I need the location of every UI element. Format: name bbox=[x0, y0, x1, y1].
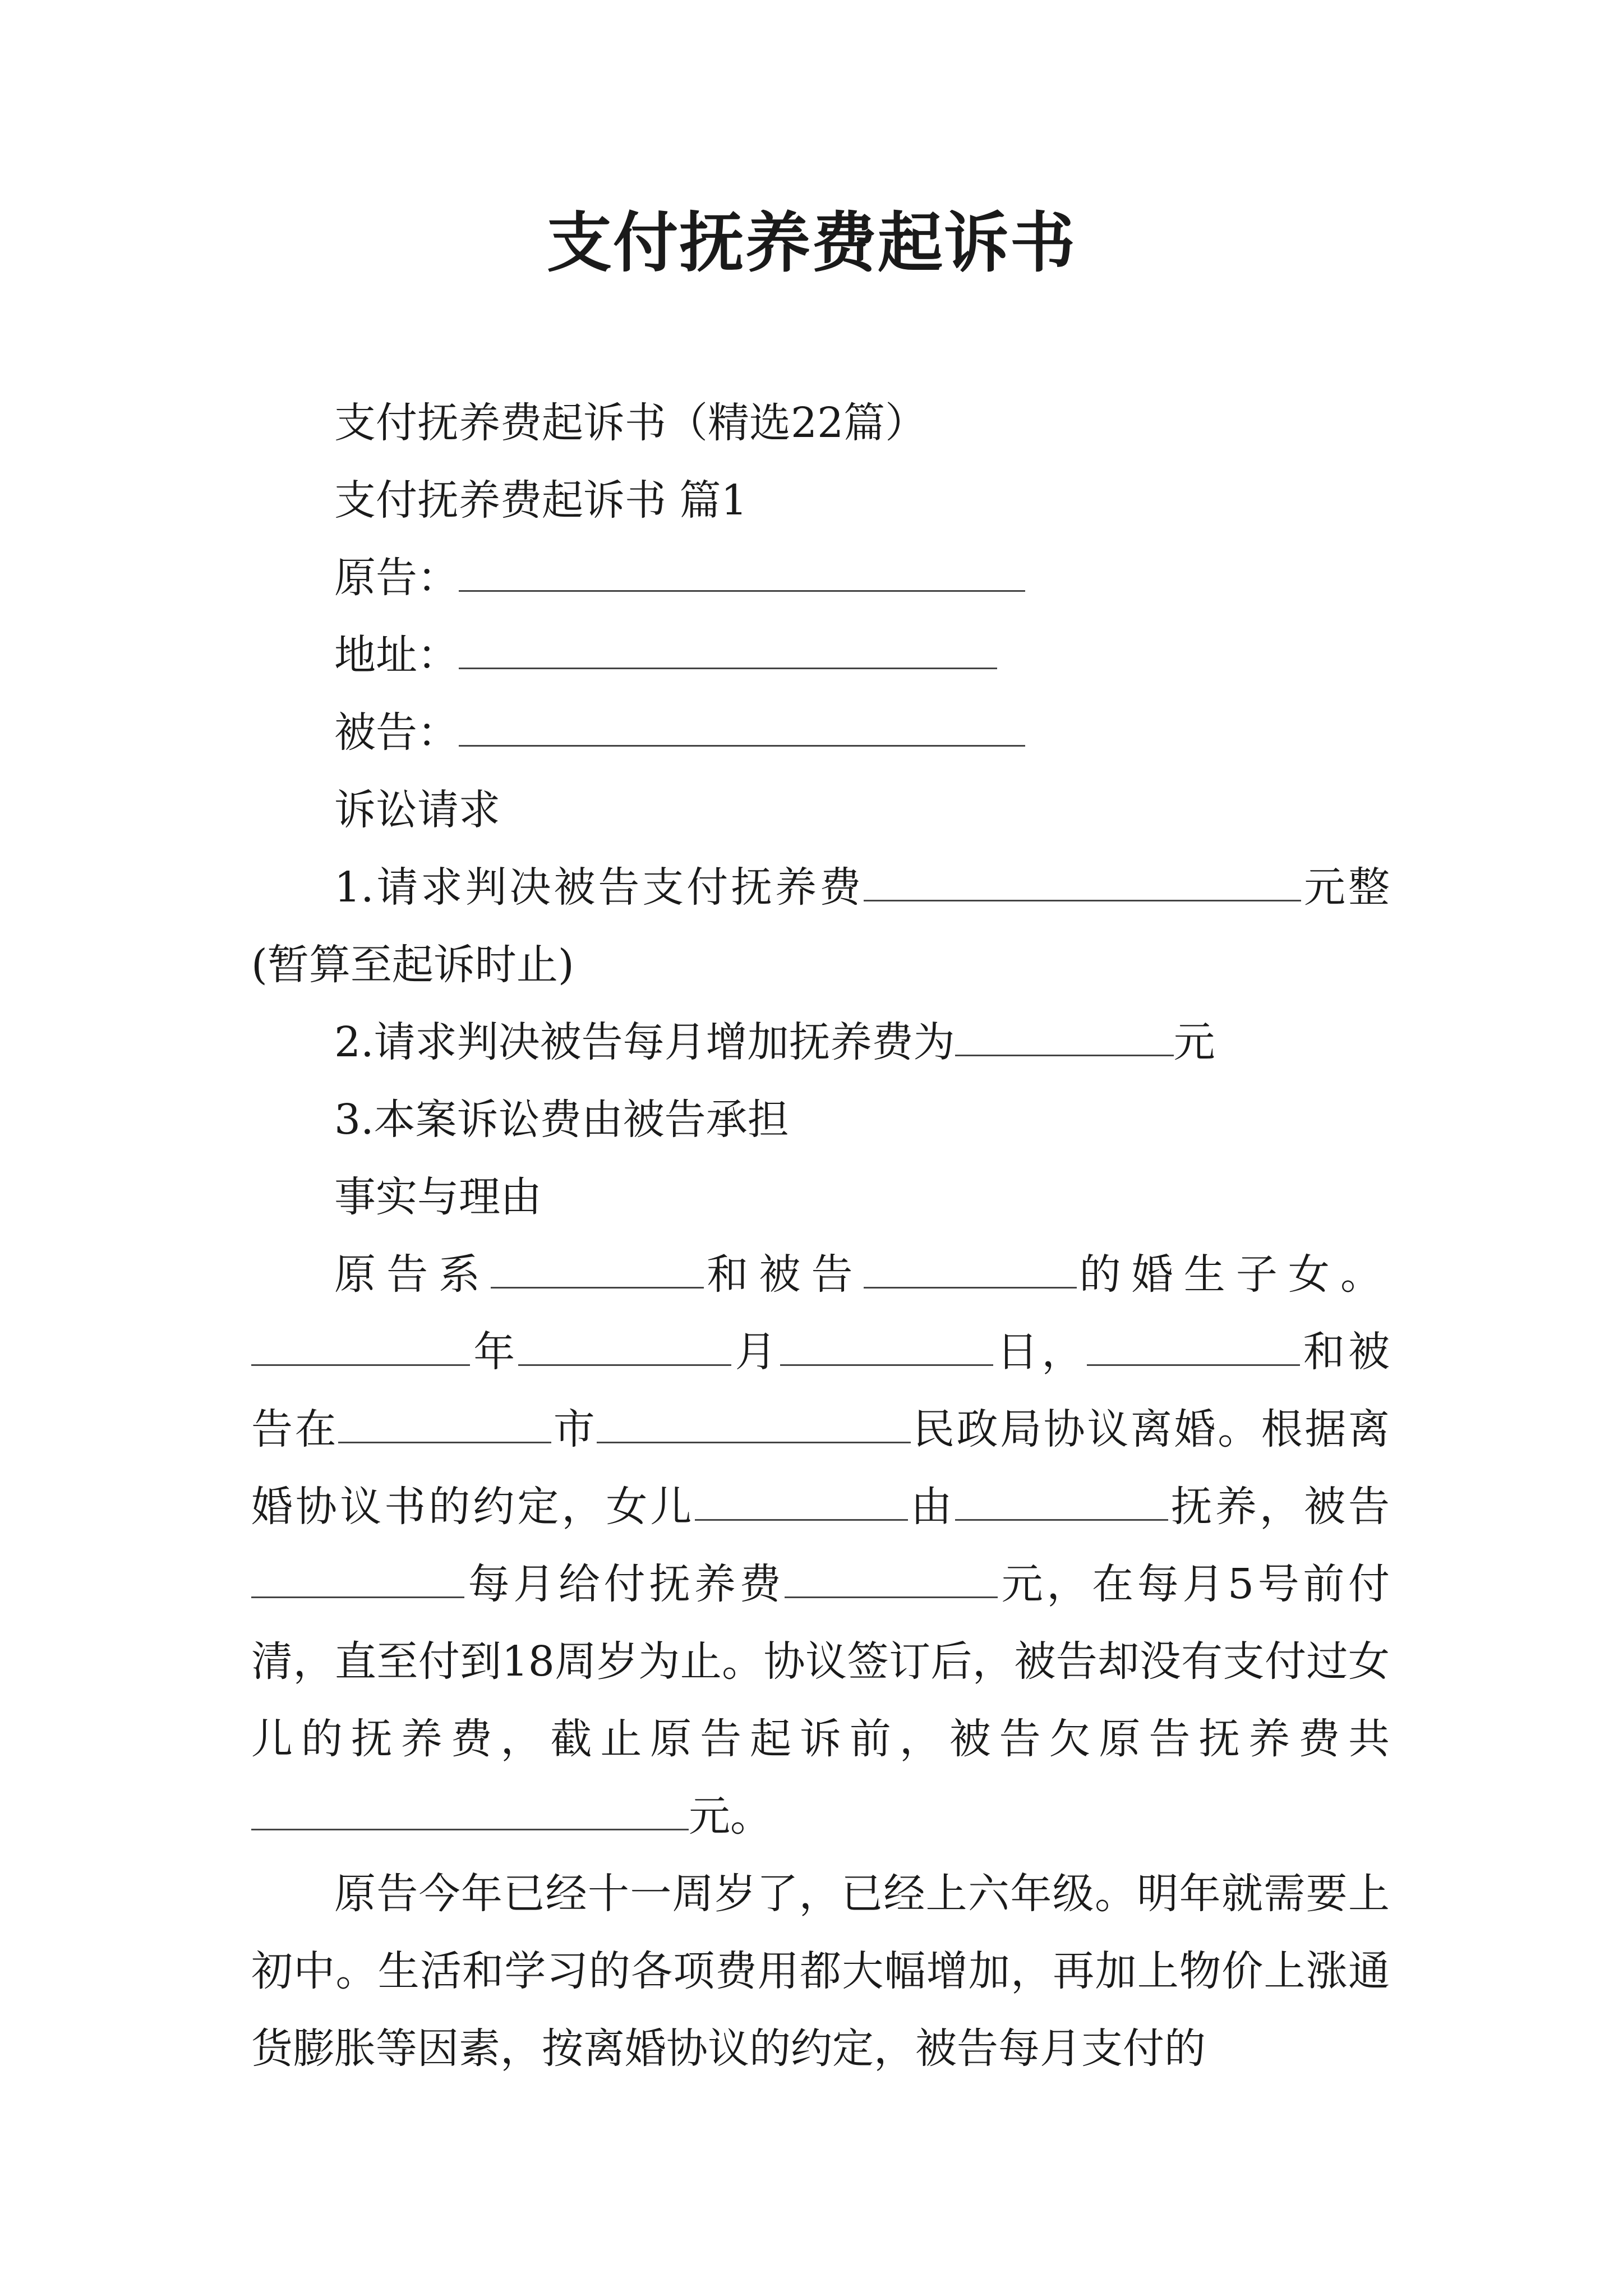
claim-1-text: 1.请求判决被告支付抚养费 bbox=[334, 863, 864, 912]
claim-1 bbox=[251, 849, 1390, 1004]
claim-2-text: 2.请求判决被告每月增加抚养费为 bbox=[334, 1018, 955, 1066]
blank-field bbox=[518, 1325, 731, 1366]
blank-field bbox=[338, 1402, 551, 1443]
claim-2-suffix: 元 bbox=[1173, 1018, 1215, 1066]
facts-text: 月 bbox=[731, 1328, 780, 1376]
facts-text: 每月给付抚养费 bbox=[464, 1560, 785, 1608]
claim-3: 3.本案诉讼费由被告承担 bbox=[334, 1096, 789, 1144]
address-blank bbox=[459, 628, 997, 669]
claim-1-suffix: 元整(暂算至起诉时止) bbox=[251, 863, 1390, 989]
paragraph-last: 原告今年已经十一周岁了，已经上六年级。明年就需要上初中。生活和学习的各项费用都大幅增加，再加上物价上涨通货膨胀等因素，按离婚协议的约定，被告每月支付的 bbox=[251, 1870, 1390, 2073]
claim-2 bbox=[251, 1004, 1390, 1081]
blank-field bbox=[491, 1248, 704, 1289]
facts-text: 民政局协议离婚。根据离婚协议书的约定，女儿 bbox=[251, 1405, 1390, 1531]
plaintiff-line bbox=[251, 539, 1390, 616]
facts-text: 的婚生子女。 bbox=[1076, 1250, 1390, 1299]
facts-text: 日， bbox=[993, 1328, 1087, 1376]
blank-field bbox=[785, 1557, 998, 1598]
plaintiff-blank bbox=[459, 551, 1025, 592]
address-label: 地址： bbox=[334, 631, 459, 679]
document-title: 支付抚养费起诉书 bbox=[547, 205, 1076, 281]
claims-heading: 诉讼请求 bbox=[334, 786, 500, 834]
facts-text: 市 bbox=[551, 1405, 597, 1453]
section-heading: 支付抚养费起诉书 篇1 bbox=[334, 476, 748, 524]
facts-text: 和被告 bbox=[704, 1250, 864, 1299]
facts-paragraph bbox=[251, 1236, 1390, 1855]
facts-text: 抚养，被告 bbox=[1168, 1483, 1390, 1531]
blank-field bbox=[597, 1402, 911, 1443]
defendant-line bbox=[251, 694, 1390, 771]
blank-field bbox=[695, 1480, 908, 1521]
facts-text: 由 bbox=[907, 1483, 955, 1531]
facts-heading: 事实与理由 bbox=[334, 1173, 542, 1221]
blank-field bbox=[780, 1325, 993, 1366]
claim-1-blank bbox=[864, 861, 1301, 901]
blank-field bbox=[955, 1480, 1168, 1521]
facts-text: 元。 bbox=[689, 1792, 772, 1841]
defendant-blank bbox=[459, 706, 1025, 747]
address-line bbox=[251, 616, 1390, 694]
blank-field bbox=[251, 1325, 470, 1366]
blank-field bbox=[251, 1557, 464, 1598]
facts-text: 原告系 bbox=[334, 1250, 491, 1299]
blank-field bbox=[251, 1789, 689, 1830]
blank-field bbox=[1087, 1325, 1300, 1366]
plaintiff-label: 原告： bbox=[334, 554, 459, 602]
document-body bbox=[251, 384, 1390, 2087]
blank-field bbox=[864, 1248, 1077, 1289]
facts-text: 年 bbox=[470, 1328, 519, 1376]
subtitle: 支付抚养费起诉书（精选22篇） bbox=[334, 399, 927, 447]
defendant-label: 被告： bbox=[334, 708, 459, 757]
facts-text: 元，在每月5号前付清，直至付到18周岁为止。协议签订后，被告却没有支付过女儿的抚养费，截止原告起诉前，被告欠原告抚养费共 bbox=[251, 1560, 1390, 1763]
facts-text: 和被告在 bbox=[251, 1328, 1390, 1453]
claim-2-blank bbox=[955, 1015, 1174, 1056]
